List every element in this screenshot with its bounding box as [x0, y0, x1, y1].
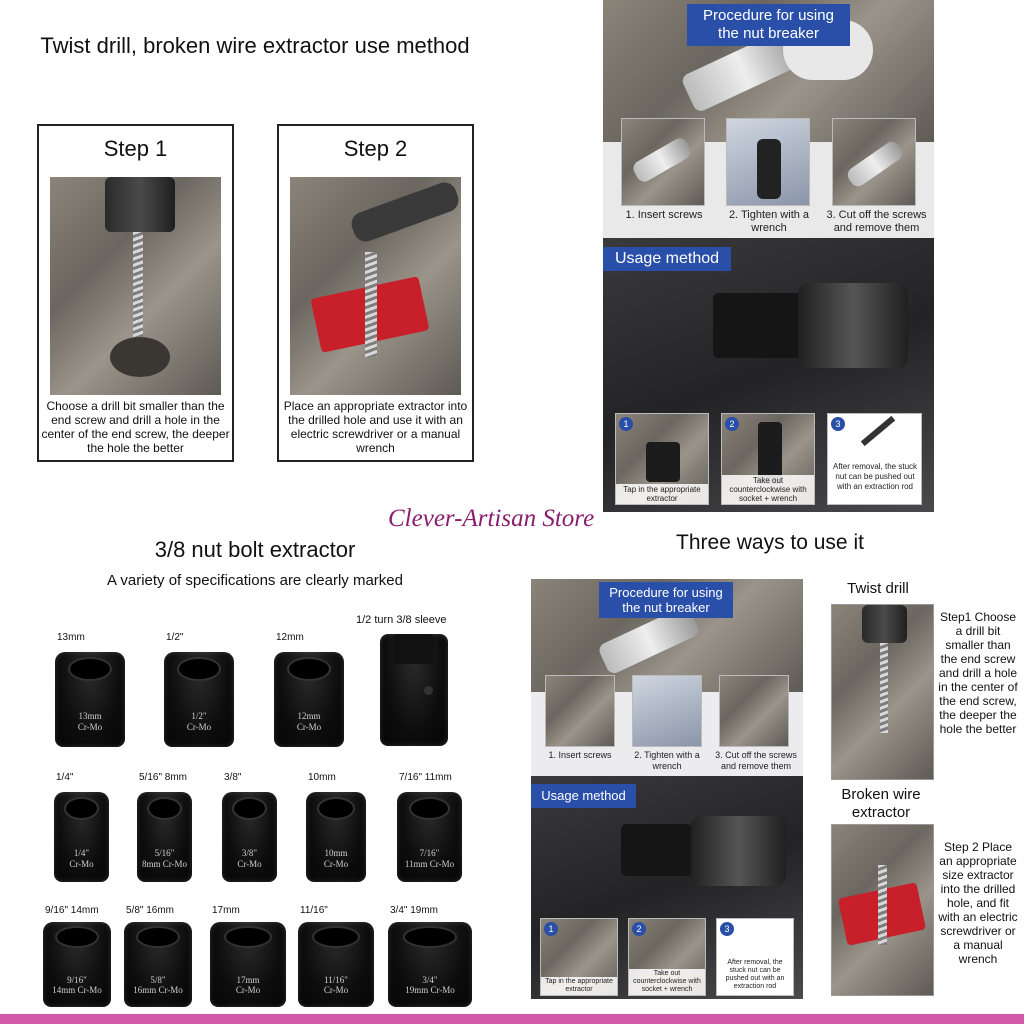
tw-drill-icon — [862, 605, 907, 643]
extractor-socket — [222, 792, 277, 882]
step1-card — [37, 124, 234, 462]
nb-thumb-3 — [832, 118, 916, 206]
pliers-icon — [348, 179, 461, 245]
tw-extractor-bit-icon — [878, 865, 887, 945]
socket-size-label: 5/16" 8mm — [139, 772, 188, 783]
socket-marking: 17mm — [236, 974, 260, 985]
tw-usage-3 — [716, 918, 794, 996]
socket-marking: 3/4" — [422, 974, 438, 985]
socket-bore — [403, 926, 457, 948]
cutter-icon — [845, 139, 906, 190]
tw-step-1: 1. Insert screws — [548, 750, 612, 760]
step2-photo — [290, 177, 461, 395]
socket-size-label: 1/4" — [56, 772, 74, 783]
nb-step-3: 3. Cut off the screws and remove them — [826, 209, 927, 234]
nb-step-2: 2. Tighten with a wrench — [728, 209, 810, 234]
socket-material: Cr-Mo — [296, 722, 322, 733]
socket-size-label: 12mm — [276, 632, 304, 643]
nut-breaker-panel — [603, 0, 934, 512]
tw-step2-text: Step 2 Place an appropriate size extractor into the drilled hole, and fit with an electric screwdriver or a manual wrench — [938, 840, 1018, 966]
extractor-socket — [164, 652, 234, 747]
tw-banner: Procedure for using the nut breaker — [599, 582, 733, 618]
sleeve-label: 1/2 turn 3/8 sleeve — [356, 614, 447, 626]
socket-material: Cr-Mo — [77, 722, 103, 733]
tw-usage-3-num: 3 — [720, 922, 734, 936]
socket-marking: 13mm — [78, 710, 102, 721]
twist-section-title: Twist drill, broken wire extractor use method — [40, 33, 470, 58]
socket-bore — [177, 657, 222, 682]
socket-marking: 7/16" — [419, 847, 440, 858]
socket-marking: 5/16" — [154, 847, 175, 858]
socket-marking: 12mm — [297, 710, 321, 721]
usage-step-2-text: Take out counterclockwise with socket + wrench — [722, 475, 814, 504]
tw-usage-1-text: Tap in the appropriate extractor — [541, 977, 617, 995]
tw-step-2: 2. Tighten with a wrench — [634, 750, 700, 771]
adapter-square-drive — [394, 634, 434, 664]
socket-material: Cr-Mo — [235, 984, 261, 995]
step1-text: Choose a drill bit smaller than the end screw and drill a hole in the center of the end screw, the deeper the hole the better — [41, 399, 230, 455]
socket-marking: 9/16" — [67, 974, 87, 985]
tw-broken-heading: Broken wire extractor — [841, 786, 921, 821]
socket-size-label: 11/16" — [300, 905, 328, 916]
socket-material: Cr-Mo — [237, 858, 262, 869]
tw-thumb-2 — [632, 675, 702, 747]
usage-banner: Usage method — [603, 247, 731, 271]
socket-size-label: 7/16" 11mm — [399, 772, 452, 783]
socket-bore — [64, 797, 99, 820]
tw-usage-2 — [628, 918, 706, 996]
tw-twist-photo — [831, 604, 934, 780]
socket-bore — [317, 797, 355, 820]
socket-material: Cr-Mo — [186, 722, 212, 733]
nb-thumb-1 — [621, 118, 705, 206]
usage-step-3 — [827, 413, 922, 505]
step1-photo — [50, 177, 221, 395]
socket-bore — [232, 797, 267, 820]
usage-step-1-num: 1 — [619, 417, 633, 431]
socket-marking: 1/4" — [73, 847, 90, 858]
socket-material: 11mm Cr-Mo — [404, 858, 455, 869]
extractor-title: 3/8 nut bolt extractor — [154, 537, 356, 562]
extractor-socket — [124, 922, 192, 1007]
usage-step-1-text: Tap in the appropriate extractor — [616, 484, 708, 504]
socket-bore — [68, 657, 113, 682]
nb-thumb-2 — [726, 118, 810, 206]
step2-text: Place an appropriate extractor into the drilled hole and use it with an electric screwdriver or a manual wrench — [283, 399, 468, 455]
usage-step-3-text: After removal, the stuck nut can be pushed out with an extraction rod — [832, 462, 918, 491]
drill-chuck — [798, 283, 908, 368]
extractor-subtitle: A variety of specifications are clearly marked — [107, 572, 403, 589]
socket-bore — [136, 926, 180, 948]
socket-marking: 11/16" — [324, 974, 348, 985]
nb-step-1: 1. Insert screws — [625, 209, 703, 221]
tw-thumb-1 — [545, 675, 615, 747]
socket-bore — [224, 926, 273, 948]
socket-size-label: 17mm — [212, 905, 240, 916]
extractor-socket — [274, 652, 344, 747]
socket-size-label: 3/8" — [224, 772, 242, 783]
socket-bore — [409, 797, 451, 820]
extractor-socket — [137, 792, 192, 882]
extraction-rod-icon — [861, 416, 895, 446]
socket-size-label: 1/2" — [166, 632, 184, 643]
socket-material: 16mm Cr-Mo — [133, 984, 183, 995]
tw-step-3: 3. Cut off the screws and remove them — [715, 750, 797, 771]
socket-size-label: 3/4" 19mm — [390, 905, 439, 916]
socket-marking: 10mm — [324, 847, 348, 858]
tw-usage-1-num: 1 — [544, 922, 558, 936]
hammer-socket — [646, 442, 680, 482]
socket-material: 19mm Cr-Mo — [405, 984, 455, 995]
socket-size-label: 5/8" 16mm — [126, 905, 175, 916]
tw-usage-banner: Usage method — [531, 784, 636, 808]
socket-size-label: 10mm — [308, 772, 336, 783]
extractor-bit-icon — [365, 252, 377, 357]
wrench-icon — [631, 135, 694, 184]
step2-title: Step 2 — [343, 136, 408, 161]
extractor-socket — [713, 293, 803, 358]
socket-marking: 3/8" — [241, 847, 258, 858]
socket-bore — [55, 926, 99, 948]
tw-usage-2-text: Take out counterclockwise with socket + wrench — [629, 969, 705, 995]
socket-bore — [312, 926, 361, 948]
tw-usage-1 — [540, 918, 618, 996]
extractor-socket — [306, 792, 366, 882]
socket-material: 14mm Cr-Mo — [52, 984, 102, 995]
usage-step-1 — [615, 413, 709, 505]
socket-bore — [147, 797, 182, 820]
socket-material: 8mm Cr-Mo — [141, 858, 188, 869]
socket-marking: 1/2" — [191, 710, 207, 721]
store-name: Clever-Artisan Store — [388, 505, 595, 532]
three-ways-panel — [531, 579, 803, 999]
drill-bit-icon — [133, 232, 143, 352]
tw-drill-bit-icon — [880, 643, 888, 733]
usage-step-3-num: 3 — [831, 417, 845, 431]
tw-twist-heading: Twist drill — [847, 580, 909, 597]
bottom-bar — [0, 1014, 1024, 1024]
socket-material: Cr-Mo — [323, 984, 349, 995]
socket-bore — [287, 657, 332, 682]
usage-step-2 — [721, 413, 815, 505]
extractor-socket — [55, 652, 125, 747]
tw-usage-3-text: After removal, the stuck nut can be pushed out with an extraction rod — [725, 959, 785, 990]
extractor-socket — [298, 922, 374, 1007]
socket-size-label: 13mm — [57, 632, 85, 643]
three-ways-title: Three ways to use it — [676, 531, 864, 554]
socket-material: Cr-Mo — [69, 858, 94, 869]
tw-broken-photo — [831, 824, 934, 996]
nut-breaker-banner: Procedure for using the nut breaker — [687, 4, 850, 46]
tw-drill-chuck — [691, 816, 786, 886]
adapter-detent — [424, 686, 433, 695]
step2-card — [277, 124, 474, 462]
extractor-socket — [210, 922, 286, 1007]
tw-step1-text: Step1 Choose a drill bit smaller than the end screw and drill a hole in the center of the end screw, the deeper the hole the better — [938, 610, 1018, 736]
tw-usage-2-num: 2 — [632, 922, 646, 936]
extractor-socket — [388, 922, 472, 1007]
socket-material: Cr-Mo — [323, 858, 349, 869]
extractor-socket — [397, 792, 462, 882]
adapter-sleeve — [380, 634, 448, 746]
socket-marking: 5/8" — [150, 974, 166, 985]
bolt-hole — [110, 337, 170, 377]
socket-size-label: 9/16" 14mm — [45, 905, 99, 916]
step1-title: Step 1 — [103, 136, 168, 161]
extractor-socket — [43, 922, 111, 1007]
drill-icon — [105, 177, 175, 232]
tw-extractor-socket — [621, 824, 693, 876]
usage-step-2-num: 2 — [725, 417, 739, 431]
socket-icon — [757, 139, 781, 199]
tw-thumb-3 — [719, 675, 789, 747]
extractor-socket — [54, 792, 109, 882]
